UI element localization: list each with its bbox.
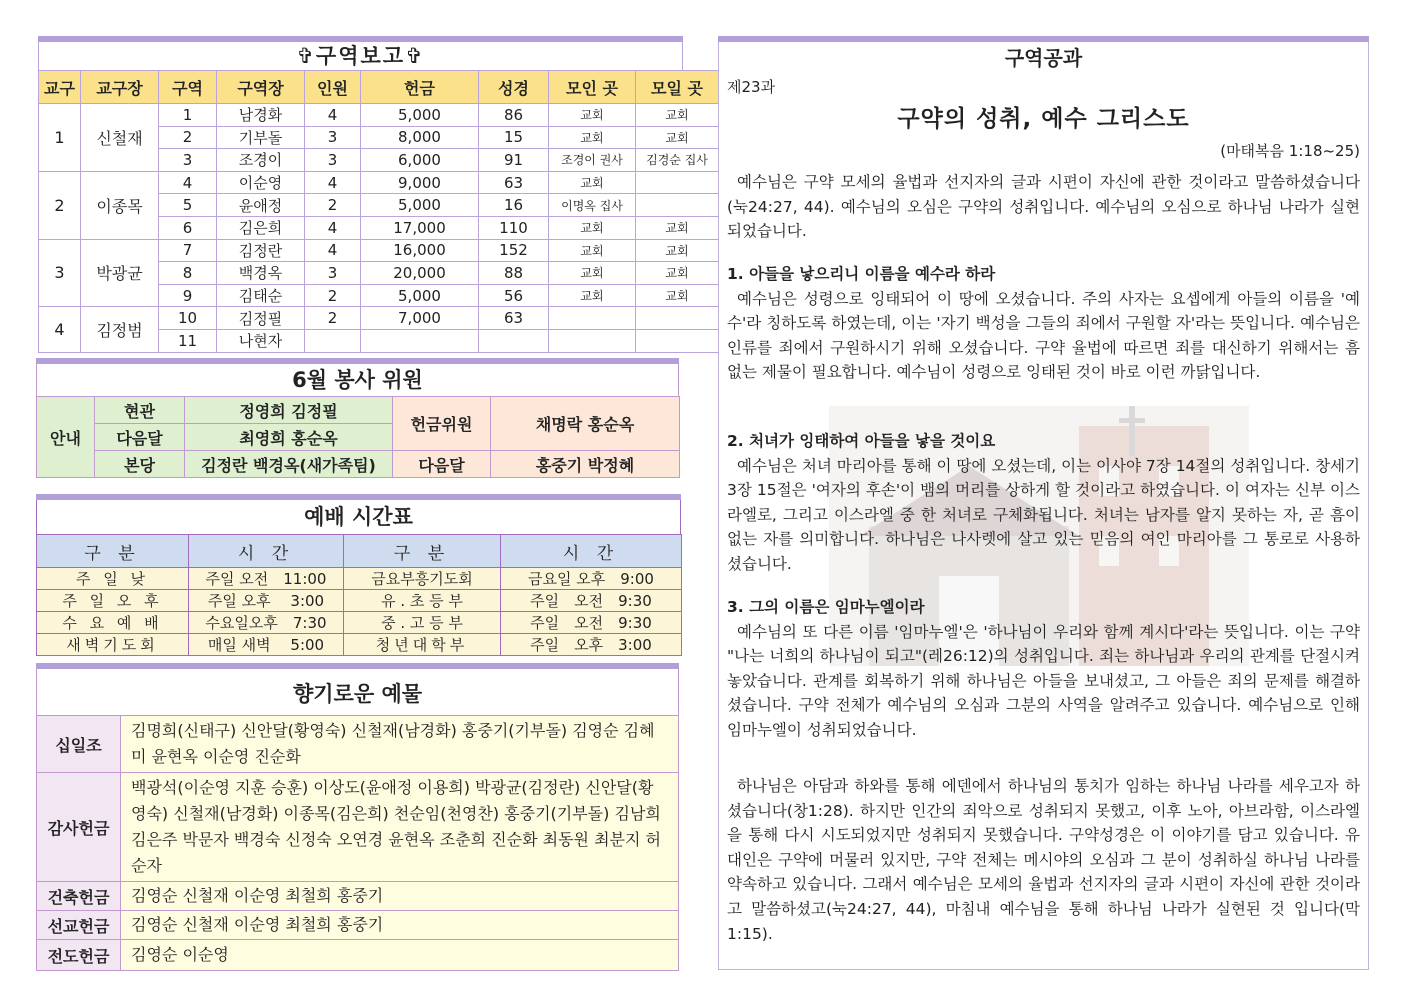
cross-icon: ✞: [405, 44, 425, 68]
section-heading: 3. 그의 이름은 임마누엘이라: [727, 598, 925, 616]
worship-schedule-table: [36, 534, 682, 656]
met-place-cell: 이명옥 집사: [549, 194, 636, 217]
table-row: [37, 397, 680, 424]
offering-cell: 5,000: [361, 284, 479, 307]
paragraph: 하나님은 아담과 하와를 통해 에덴에서 하나님의 통치가 임하는 하나님 나라를 세우고자 하셨습니다(창1:28). 하지만 인간의 죄악으로 성취되지 못했고, 이후 노아, 아브라함, 이스라엘을 통해 다시 시도되었지만 성취되지 못했습니다. 구약성경은 이 이야기를 담고 있습니다. 유대인은 구약에 머물러 있지만, 구약 전체는 메시야의 오심과 그 분이 성취하실 하나님 나라를 약속하고 있습니다. 그래서 예수님은 모세의 율법과 선지자의 글과 시편이 자신에 관한 것이라고 말씀하셨고(눅24:27, 44), 마침내 예수님을 통해 하나님 나라가 실현된 것 입니다(막 1:15).: [727, 777, 1360, 943]
bible-cell: 15: [479, 126, 549, 149]
offering-cell: 5,000: [361, 194, 479, 217]
gyogu-leader-cell: 이종목: [81, 171, 159, 239]
column-header: 교구: [39, 71, 81, 104]
gyogu-leader-cell: 김정범: [81, 307, 159, 352]
names-cell: 최영희 홍순옥: [185, 424, 393, 451]
column-header: 성경: [479, 71, 549, 104]
table-row: [37, 568, 682, 590]
service-name-cell: 유 . 초 등 부: [344, 590, 501, 612]
people-cell: [305, 329, 361, 352]
table-header-row: [39, 71, 719, 104]
offering-names: 백광석(이순영 지훈 승훈) 이상도(윤애정 이용희) 박광균(김정란) 신안달(황영숙) 신철재(남경화) 이종목(김은희) 천순임(천영찬) 홍중기(기부돌) 김남희 김은주 박문자 백경숙 신정숙 오연경 윤현옥 조춘희 진순화 최동원 최분지 허순자: [121, 773, 679, 882]
offering-cell: 5,000: [361, 104, 479, 127]
district-leader-cell: 조경이: [217, 149, 305, 172]
offering-cell: 20,000: [361, 262, 479, 285]
column-header: 교구장: [81, 71, 159, 104]
next-month-names: 홍중기 박정혜: [491, 451, 680, 478]
lesson-scripture: (마태복음 1:18~25): [1220, 142, 1360, 160]
offering-type-label: 건축헌금: [37, 882, 121, 911]
people-cell: 3: [305, 126, 361, 149]
service-name-cell: 주 일 오 후: [37, 590, 189, 612]
table-row: [37, 451, 680, 478]
offering-cell: 9,000: [361, 171, 479, 194]
role-cell: 다음달: [95, 424, 185, 451]
column-header: 시 간: [189, 535, 344, 568]
names-cell: 김정란 백경옥(새가족팀): [185, 451, 393, 478]
district-leader-cell: 이순영: [217, 171, 305, 194]
column-header: 구역: [159, 71, 217, 104]
offering-committee-names: 채명락 홍순옥: [491, 397, 680, 451]
worship-schedule-title: 예배 시간표: [36, 500, 681, 534]
gyogu-cell: 4: [39, 307, 81, 352]
next-place-cell: [636, 171, 719, 194]
people-cell: 4: [305, 171, 361, 194]
lesson-section-3: [727, 595, 1360, 743]
people-cell: 4: [305, 216, 361, 239]
bible-cell: 63: [479, 307, 549, 330]
district-cell: 2: [159, 126, 217, 149]
service-time-cell: 주일 오전 9:30: [501, 590, 682, 612]
next-month-label: 다음달: [393, 451, 491, 478]
service-time-cell: 수요일오후 7:30: [189, 612, 344, 634]
district-leader-cell: 김은희: [217, 216, 305, 239]
service-time-cell: 금요일 오후 9:00: [501, 568, 682, 590]
table-row: [39, 104, 719, 127]
offering-cell: 16,000: [361, 239, 479, 262]
district-cell: 3: [159, 149, 217, 172]
gyogu-leader-cell: 박광균: [81, 239, 159, 307]
next-place-cell: 교회: [636, 126, 719, 149]
column-header: 구 분: [37, 535, 189, 568]
bible-cell: 91: [479, 149, 549, 172]
service-time-cell: 주일 오전 9:30: [501, 612, 682, 634]
gyogu-cell: 1: [39, 104, 81, 172]
district-report-title-text: 구역보고: [315, 44, 406, 68]
table-row: [37, 590, 682, 612]
offering-type-label: 감사헌금: [37, 773, 121, 882]
district-leader-cell: 백경옥: [217, 262, 305, 285]
met-place-cell: 교회: [549, 126, 636, 149]
table-row: [39, 307, 719, 330]
column-header: 모인 곳: [549, 71, 636, 104]
section-heading: 2. 처녀가 잉태하여 아들을 낳을 것이요: [727, 432, 996, 450]
service-name-cell: 중 . 고 등 부: [344, 612, 501, 634]
bible-cell: 63: [479, 171, 549, 194]
column-header: 인원: [305, 71, 361, 104]
column-header: 구 분: [344, 535, 501, 568]
table-row: [39, 171, 719, 194]
offering-cell: 7,000: [361, 307, 479, 330]
district-cell: 5: [159, 194, 217, 217]
gyogu-leader-cell: 신철재: [81, 104, 159, 172]
district-leader-cell: 기부돌: [217, 126, 305, 149]
met-place-cell: 교회: [549, 284, 636, 307]
district-leader-cell: 나현자: [217, 329, 305, 352]
district-leader-cell: 남경화: [217, 104, 305, 127]
people-cell: 2: [305, 307, 361, 330]
offering-names: 김영순 신철재 이순영 최철희 홍중기: [121, 911, 679, 940]
met-place-cell: [549, 307, 636, 330]
bible-cell: 152: [479, 239, 549, 262]
next-place-cell: 교회: [636, 262, 719, 285]
gyogu-cell: 2: [39, 171, 81, 239]
service-time-cell: 주일 오후 3:00: [501, 634, 682, 656]
lesson-panel: [718, 36, 1369, 970]
district-leader-cell: 김태순: [217, 284, 305, 307]
table-row: [37, 716, 679, 773]
service-time-cell: 주일 오후 3:00: [189, 590, 344, 612]
met-place-cell: 교회: [549, 171, 636, 194]
table-row: [37, 911, 679, 940]
next-place-cell: 교회: [636, 239, 719, 262]
column-header: 구역장: [217, 71, 305, 104]
district-cell: 11: [159, 329, 217, 352]
column-header: 헌금: [361, 71, 479, 104]
people-cell: 3: [305, 262, 361, 285]
district-report-panel: [38, 36, 708, 353]
offering-names: 김명희(신태구) 신안달(황영숙) 신철재(남경화) 홍중기(기부돌) 김영순 김혜미 윤현옥 이순영 진순화: [121, 716, 679, 773]
table-header-row: [37, 535, 682, 568]
next-place-cell: 교회: [636, 104, 719, 127]
service-name-cell: 새벽기도회: [37, 634, 189, 656]
offering-cell: 8,000: [361, 126, 479, 149]
next-place-cell: 김경순 집사: [636, 149, 719, 172]
service-time-cell: 주일 오전 11:00: [189, 568, 344, 590]
offering-names: 김영순 신철재 이순영 최철희 홍중기: [121, 882, 679, 911]
lesson-header: 구역공과: [1004, 46, 1083, 70]
met-place-cell: 교회: [549, 239, 636, 262]
people-cell: 2: [305, 284, 361, 307]
district-leader-cell: 윤애정: [217, 194, 305, 217]
offering-panel: [36, 663, 679, 971]
role-cell: 본당: [95, 451, 185, 478]
column-header: 모일 곳: [636, 71, 719, 104]
bible-cell: 56: [479, 284, 549, 307]
district-leader-cell: 김정필: [217, 307, 305, 330]
people-cell: 4: [305, 239, 361, 262]
next-place-cell: [636, 329, 719, 352]
lesson-title: 구약의 성취, 예수 그리스도: [897, 106, 1190, 132]
district-cell: 6: [159, 216, 217, 239]
lesson-closing: [727, 774, 1360, 946]
offering-table: [36, 715, 679, 971]
next-place-cell: 교회: [636, 216, 719, 239]
district-cell: 7: [159, 239, 217, 262]
offering-type-label: 십일조: [37, 716, 121, 773]
guide-label: 안내: [37, 397, 95, 478]
offering-names: 김영순 이순영: [121, 940, 679, 971]
section-heading: 1. 아들을 낳으리니 이름을 예수라 하라: [727, 265, 996, 283]
table-row: [39, 239, 719, 262]
met-place-cell: [549, 329, 636, 352]
bible-cell: 88: [479, 262, 549, 285]
cross-icon: ✞: [296, 44, 316, 68]
table-row: [37, 612, 682, 634]
people-cell: 4: [305, 104, 361, 127]
people-cell: 2: [305, 194, 361, 217]
paragraph: 예수님은 구약 모세의 율법과 선지자의 글과 시편이 자신에 관한 것이라고 말씀하셨습니다(눅24:27, 44). 예수님의 오심은 구약의 성취입니다. 예수님의 오심으로 하나님 나라가 실현되었습니다.: [727, 173, 1360, 241]
table-row: [37, 773, 679, 882]
district-report-table: [38, 70, 719, 353]
service-committee-table: [36, 396, 680, 478]
district-cell: 8: [159, 262, 217, 285]
service-committee-title: 6월 봉사 위원: [36, 364, 679, 396]
offering-cell: 17,000: [361, 216, 479, 239]
service-name-cell: 청년대학부: [344, 634, 501, 656]
district-cell: 1: [159, 104, 217, 127]
paragraph: 예수님은 성령으로 잉태되어 이 땅에 오셨습니다. 주의 사자는 요셉에게 아들의 이름을 '예수'라 칭하도록 하였는데, 이는 '자기 백성을 그들의 죄에서 구원할 자'라는 뜻입니다. 예수님은 인류를 죄에서 구원하시기 위해 오셨습니다. 구약 율법에 따르면 죄를 대신하기 위해서는 흠 없는 제물이 필요합니다. 예수님이 성령으로 잉태된 것이 바로 이런 까닭입니다.: [727, 289, 1360, 382]
lesson-section-1: [727, 262, 1360, 385]
paragraph: 예수님의 또 다른 이름 '임마누엘'은 '하나님이 우리와 함께 계시다'라는 뜻입니다. 이는 구약 "나는 너희의 하나님이 되고"(레26:12)의 성취입니다. 죄는 하나님과 우리의 관계를 단절시켜 놓았습니다. 관계를 회복하기 위해 하나님은 아들을 보내셨고, 그 아들은 죄의 문제를 해결하셨습니다. 구약 전체가 예수님의 오심과 그분의 사역을 알려주고 있습니다. 예수님으로 인해 임마누엘이 성취되었습니다.: [727, 622, 1360, 739]
district-cell: 4: [159, 171, 217, 194]
service-committee-panel: [36, 358, 679, 478]
next-place-cell: [636, 194, 719, 217]
gyogu-cell: 3: [39, 239, 81, 307]
bible-cell: [479, 329, 549, 352]
district-report-title: [38, 42, 683, 70]
table-row: [37, 940, 679, 971]
next-place-cell: 교회: [636, 284, 719, 307]
district-leader-cell: 김정란: [217, 239, 305, 262]
service-time-cell: 매일 새벽 5:00: [189, 634, 344, 656]
people-cell: 3: [305, 149, 361, 172]
met-place-cell: 조경이 권사: [549, 149, 636, 172]
next-place-cell: [636, 307, 719, 330]
offering-type-label: 전도헌금: [37, 940, 121, 971]
offering-type-label: 선교헌금: [37, 911, 121, 940]
offering-cell: 6,000: [361, 149, 479, 172]
worship-schedule-panel: [36, 494, 681, 656]
met-place-cell: 교회: [549, 262, 636, 285]
offering-title: 향기로운 예물: [36, 669, 679, 715]
bible-cell: 16: [479, 194, 549, 217]
service-name-cell: 수 요 예 배: [37, 612, 189, 634]
table-row: [37, 634, 682, 656]
names-cell: 정영희 김정필: [185, 397, 393, 424]
table-row: [37, 882, 679, 911]
service-name-cell: 주 일 낮: [37, 568, 189, 590]
met-place-cell: 교회: [549, 216, 636, 239]
lesson-section-2: [727, 429, 1360, 577]
column-header: 시 간: [501, 535, 682, 568]
district-cell: 10: [159, 307, 217, 330]
paragraph: 예수님은 처녀 마리아를 통해 이 땅에 오셨는데, 이는 이사야 7장 14절의 성취입니다. 창세기 3장 15절은 '여자의 후손'이 뱀의 머리를 상하게 할 것이라고 하였습니다. 이 여자는 신부 이스라엘로, 그리고 이스라엘 중 한 처녀로 구체화됩니다. 처녀는 남자를 알지 못하는 자, 곧 흠이 없는 자를 의미합니다. 하나님은 나사렛에 살고 있는 믿음의 여인 마리아를 그 통로로 사용하셨습니다.: [727, 456, 1360, 573]
bible-cell: 110: [479, 216, 549, 239]
lesson-intro: [727, 170, 1360, 244]
bible-cell: 86: [479, 104, 549, 127]
service-name-cell: 금요부흥기도회: [344, 568, 501, 590]
district-cell: 9: [159, 284, 217, 307]
role-cell: 현관: [95, 397, 185, 424]
offering-committee-label: 헌금위원: [393, 397, 491, 451]
met-place-cell: 교회: [549, 104, 636, 127]
offering-cell: [361, 329, 479, 352]
lesson-number: 제23과: [727, 78, 776, 96]
